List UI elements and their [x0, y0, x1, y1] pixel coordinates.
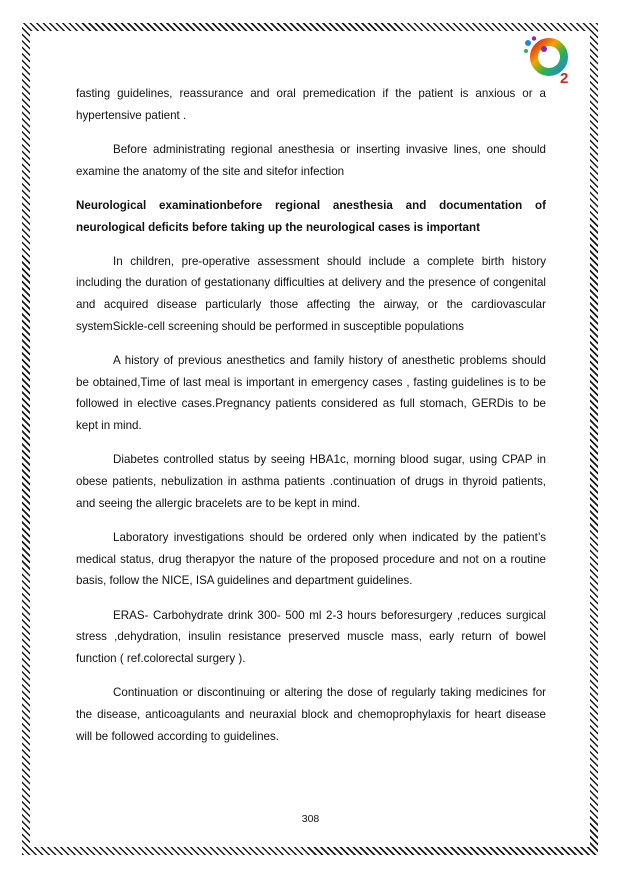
- paragraph: fasting guidelines, reassurance and oral premedication if the patient is anxious or a hypertensive patient .: [76, 87, 546, 122]
- paragraph: Diabetes controlled status by seeing HBA1c, morning blood sugar, using CPAP in obese patients, nebulization in asthma patients .continuation of drugs in thyroid patients, and seeing the allergic bracelets are to be kept in mind.: [76, 453, 546, 510]
- o2-logo-icon: [522, 35, 578, 87]
- paragraph: Laboratory investigations should be ordered only when indicated by the patient’s medical status, drug therapyor the nature of the proposed procedure and not on a routine basis, follow the NICE, ISA guidelines and department guidelines.: [76, 530, 546, 588]
- paragraph: Before administrating regional anesthesia or inserting invasive lines, one should examine the anatomy of the site and sitefor infection: [76, 142, 546, 178]
- paragraph: A history of previous anesthetics and family history of anesthetic problems should be obtained,Time of last meal is important in emergency cases , fasting guidelines is to be followed in elective cases.Pregnancy patients considered as full stomach, GERDis to be kept in mind.: [76, 354, 546, 433]
- paragraph: ERAS- Carbohydrate drink 300- 500 ml 2-3 hours beforesurgery ,reduces surgical stress ,dehydration, insulin resistance preserved muscle mass, early return of bowel function ( ref.colorectal surgery ).: [76, 608, 546, 665]
- section-heading: Neurological examinationbefore regional anesthesia and documentation of neurological deficits before taking up the neurological cases is important: [76, 198, 546, 234]
- body-text: [76, 83, 546, 760]
- page-number: 308: [301, 813, 320, 825]
- paragraph: In children, pre-operative assessment should include a complete birth history including the duration of gestationany difficulties at delivery and the presence of congenital and acquired disease particularly those affecting the airway, or the cardiovascular systemSickle-cell screening should be performed in susceptible populations: [76, 254, 546, 333]
- logo-subscript: 2: [560, 70, 569, 87]
- paragraph: Continuation or discontinuing or altering the dose of regularly taking medicines for the disease, anticoagulants and neuraxial block and chemoprophylaxis for heart disease will be followed according to guidelines.: [76, 686, 546, 743]
